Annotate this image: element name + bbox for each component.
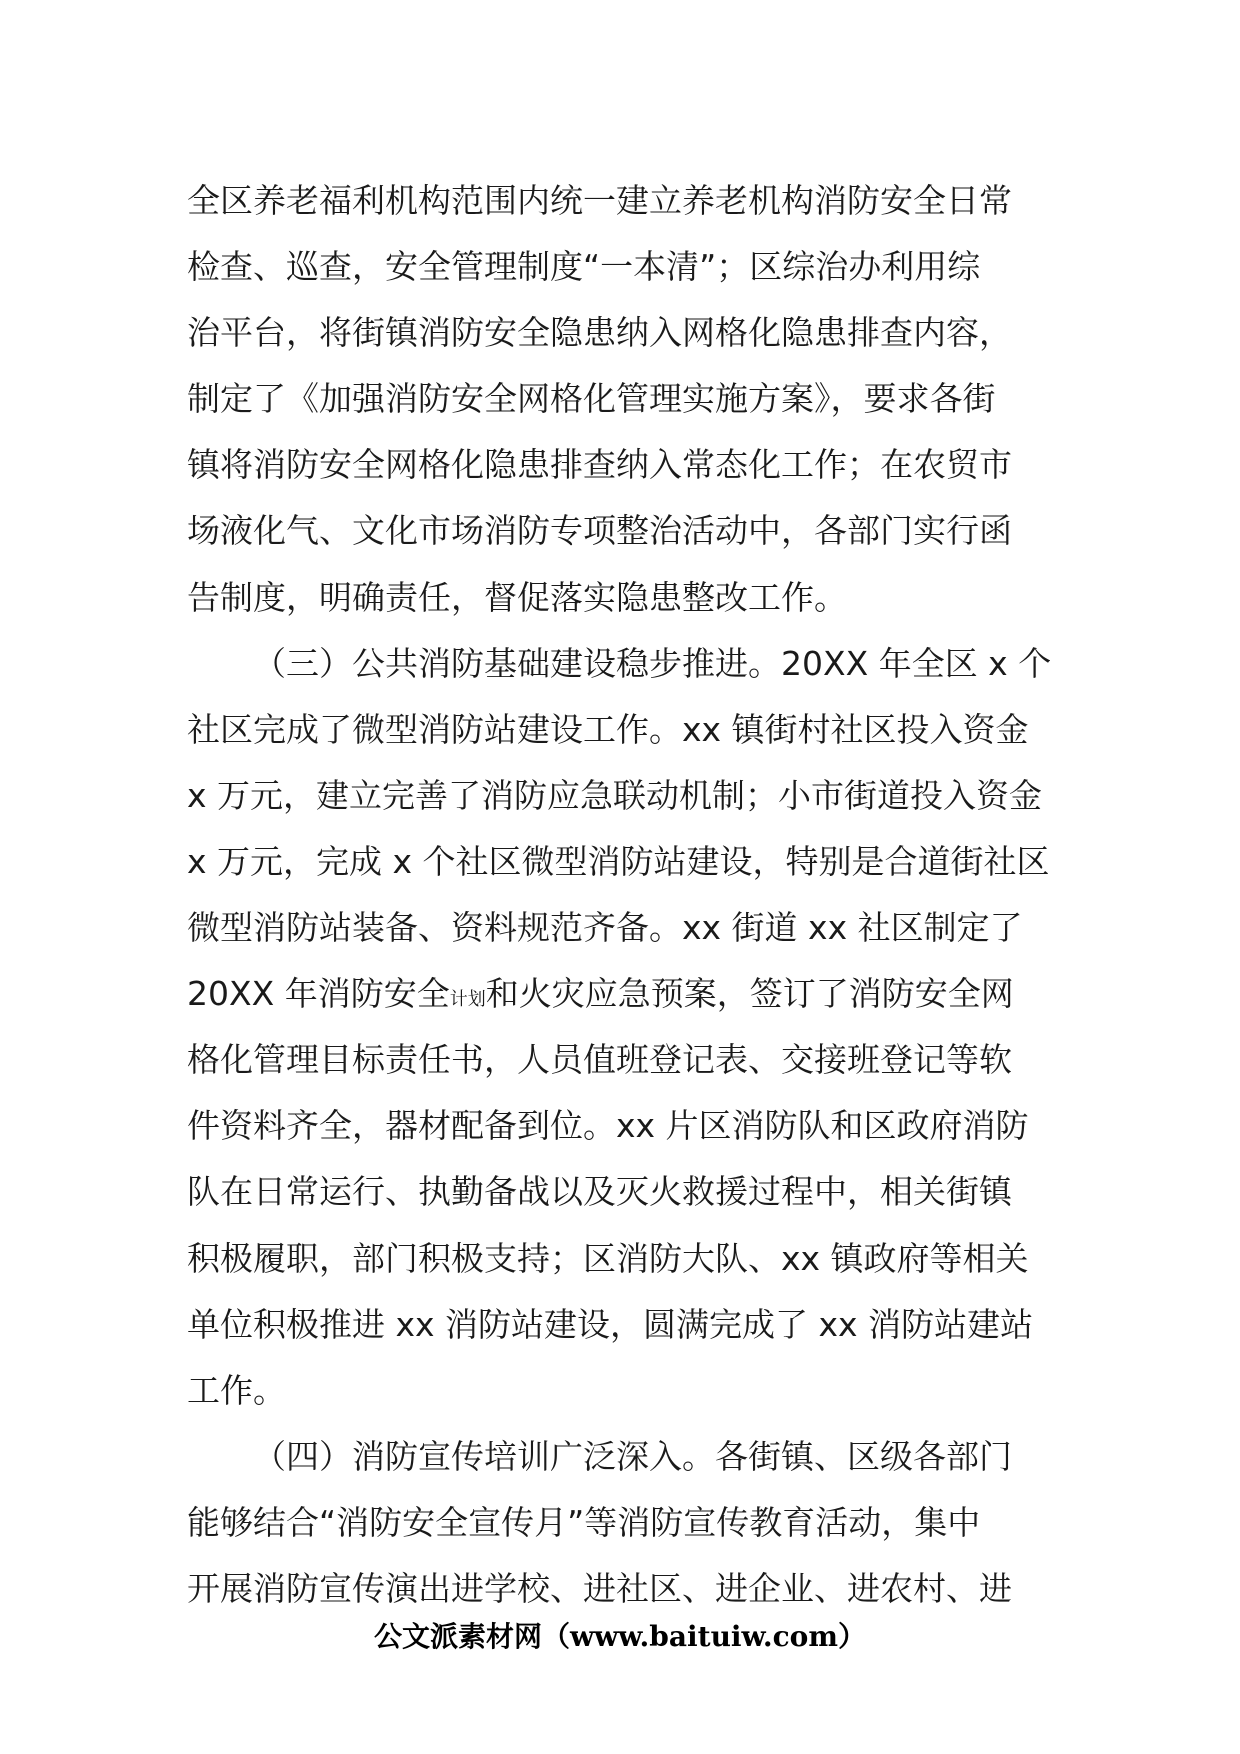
- text-line: 工作。: [187, 1370, 286, 1410]
- text-line: x 万元，建立完善了消防应急联动机制；小市街道投入资金: [187, 775, 1043, 815]
- text-line: 积极履职，部门积极支持；区消防大队、xx 镇政府等相关: [187, 1238, 1029, 1278]
- text-line: 制定了《加强消防安全网格化管理实施方案》，要求各街: [187, 379, 996, 419]
- page-footer-source: 公文派素材网（www.baituiw.com）: [374, 1620, 866, 1653]
- text-line: 队在日常运行、执勤备战以及灭火救援过程中，相关街镇: [187, 1172, 1012, 1212]
- paragraph-3: [187, 1424, 1067, 1622]
- text-line: 微型消防站装备、资料规范齐备。xx 街道 xx 社区制定了: [187, 908, 1023, 948]
- text-line: 治平台，将街镇消防安全隐患纳入网格化隐患排查内容，: [187, 313, 1012, 353]
- text-line: 全区养老福利机构范围内统一建立养老机构消防安全日常: [187, 181, 1012, 220]
- text-line: 单位积极推进 xx 消防站建设，圆满完成了 xx 消防站建站: [187, 1304, 1034, 1344]
- text-line: 场液化气、文化市场消防专项整治活动中，各部门实行函: [187, 511, 1012, 551]
- text-line: （三）公共消防基础建设稳步推进。20XX 年全区 x 个: [253, 643, 1052, 683]
- text-line: 格化管理目标责任书，人员值班登记表、交接班登记等软: [187, 1040, 1012, 1080]
- line-segment: 和火灾应急预案，签订了消防安全网: [485, 974, 1014, 1014]
- inline-small-text: 计划: [449, 989, 486, 1011]
- text-line: x 万元，完成 x 个社区微型消防站建设，特别是合道街社区: [187, 841, 1050, 881]
- text-line: 件资料齐全，器材配备到位。xx 片区消防队和区政府消防: [187, 1106, 1029, 1146]
- text-line: 检查、巡查，安全管理制度“一本清”；区综治办利用综: [187, 247, 981, 287]
- text-line: （四）消防宣传培训广泛深入。各街镇、区级各部门: [253, 1436, 1012, 1476]
- text-line: 告制度，明确责任，督促落实隐患整改工作。: [187, 577, 847, 617]
- text-line: 社区完成了微型消防站建设工作。xx 镇街村社区投入资金: [187, 709, 1029, 749]
- paragraph-2: [187, 631, 1067, 1424]
- text-line: 开展消防宣传演出进学校、进社区、进企业、进农村、进: [187, 1568, 1012, 1608]
- text-line: 镇将消防安全网格化隐患排查纳入常态化工作；在农贸市: [187, 445, 1012, 485]
- text-line-with-inline-note: [187, 961, 1067, 1027]
- line-segment: 20XX 年消防安全: [187, 974, 450, 1014]
- text-line: 能够结合“消防安全宣传月”等消防宣传教育活动，集中: [187, 1502, 981, 1542]
- document-body: [187, 168, 1067, 1622]
- paragraph-1: [187, 168, 1067, 631]
